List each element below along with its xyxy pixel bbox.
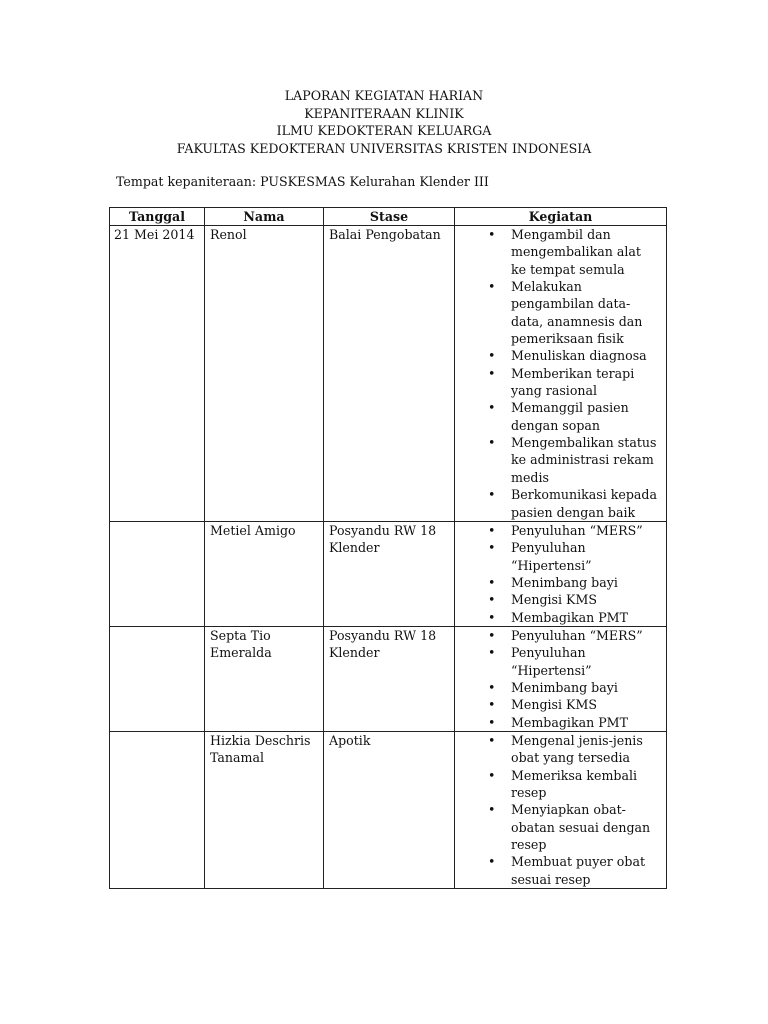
activity-item: • Mengisi KMS [478,696,662,713]
header-stase: Stase [324,208,455,226]
cell-stase: Balai Pengobatan [324,226,455,522]
cell-nama: Septa Tio Emeralda [205,626,324,731]
activity-item: • Membuat puyer obat sesuai resep [478,853,662,888]
activity-item: • Memanggil pasien dengan sopan [478,399,662,434]
table-row [110,226,667,522]
activity-item: • Memberikan terapi yang rasional [478,365,662,400]
table-row [110,521,667,626]
activity-item: • Berkomunikasi kepada pasien dengan baik [478,486,662,521]
table-header-row [110,208,667,226]
cell-tanggal [110,626,205,731]
cell-kegiatan [455,731,667,888]
activity-list [460,627,662,731]
header-tanggal: Tanggal [110,208,205,226]
table-body [110,226,667,889]
cell-kegiatan [455,626,667,731]
cell-tanggal [110,521,205,626]
activity-list [460,522,662,626]
report-title: LAPORAN KEGIATAN HARIAN [284,88,484,103]
activity-table [109,207,667,889]
activity-item: • Membagikan PMT [478,609,662,626]
cell-nama: Renol [205,226,324,522]
activity-item: • Menuliskan diagnosa [478,347,662,364]
activity-item: • Mengenal jenis-jenis obat yang tersedia [478,732,662,767]
activity-item: • Mengambil dan mengembalikan alat ke tempat semula [478,226,662,278]
header-nama: Nama [205,208,324,226]
cell-kegiatan [455,521,667,626]
activity-item: • Menimbang bayi [478,679,662,696]
cell-nama: Hizkia Deschris Tanamal [205,731,324,888]
activity-item: • Menimbang bayi [478,574,662,591]
activity-item: • Membagikan PMT [478,714,662,731]
activity-list [460,226,662,521]
report-subtitle-clerkship: KEPANITERAAN KLINIK [304,105,464,121]
activity-item: • Melakukan pengambilan data-data, anamnesis dan pemeriksaan fisik [478,278,662,347]
activity-list [460,732,662,888]
cell-tanggal: 21 Mei 2014 [110,226,205,522]
table-row [110,626,667,731]
clerkship-location: Tempat kepaniteraan: PUSKESMAS Kelurahan Klender III [116,174,489,189]
activity-item: • Penyuluhan “Hipertensi” [478,644,662,679]
cell-stase: Posyandu RW 18 Klender [324,521,455,626]
cell-kegiatan [455,226,667,522]
activity-item: • Mengisi KMS [478,591,662,608]
cell-stase: Posyandu RW 18 Klender [324,626,455,731]
cell-tanggal [110,731,205,888]
report-subtitle-faculty: FAKULTAS KEDOKTERAN UNIVERSITAS KRISTEN INDONESIA [176,140,592,156]
activity-item: • Penyuluhan “Hipertensi” [478,539,662,574]
activity-item: • Menyiapkan obat-obatan sesuai dengan resep [478,801,662,853]
cell-stase: Apotik [324,731,455,888]
report-subtitle-department: ILMU KEDOKTERAN KELUARGA [276,123,492,138]
activity-item: • Mengembalikan status ke administrasi rekam medis [478,434,662,486]
header-kegiatan: Kegiatan [455,208,667,226]
activity-item: • Penyuluhan “MERS” [478,522,662,539]
report-header [0,87,768,157]
cell-nama: Metiel Amigo [205,521,324,626]
table-row [110,731,667,888]
activity-item: • Penyuluhan “MERS” [478,627,662,644]
activity-item: • Memeriksa kembali resep [478,767,662,802]
